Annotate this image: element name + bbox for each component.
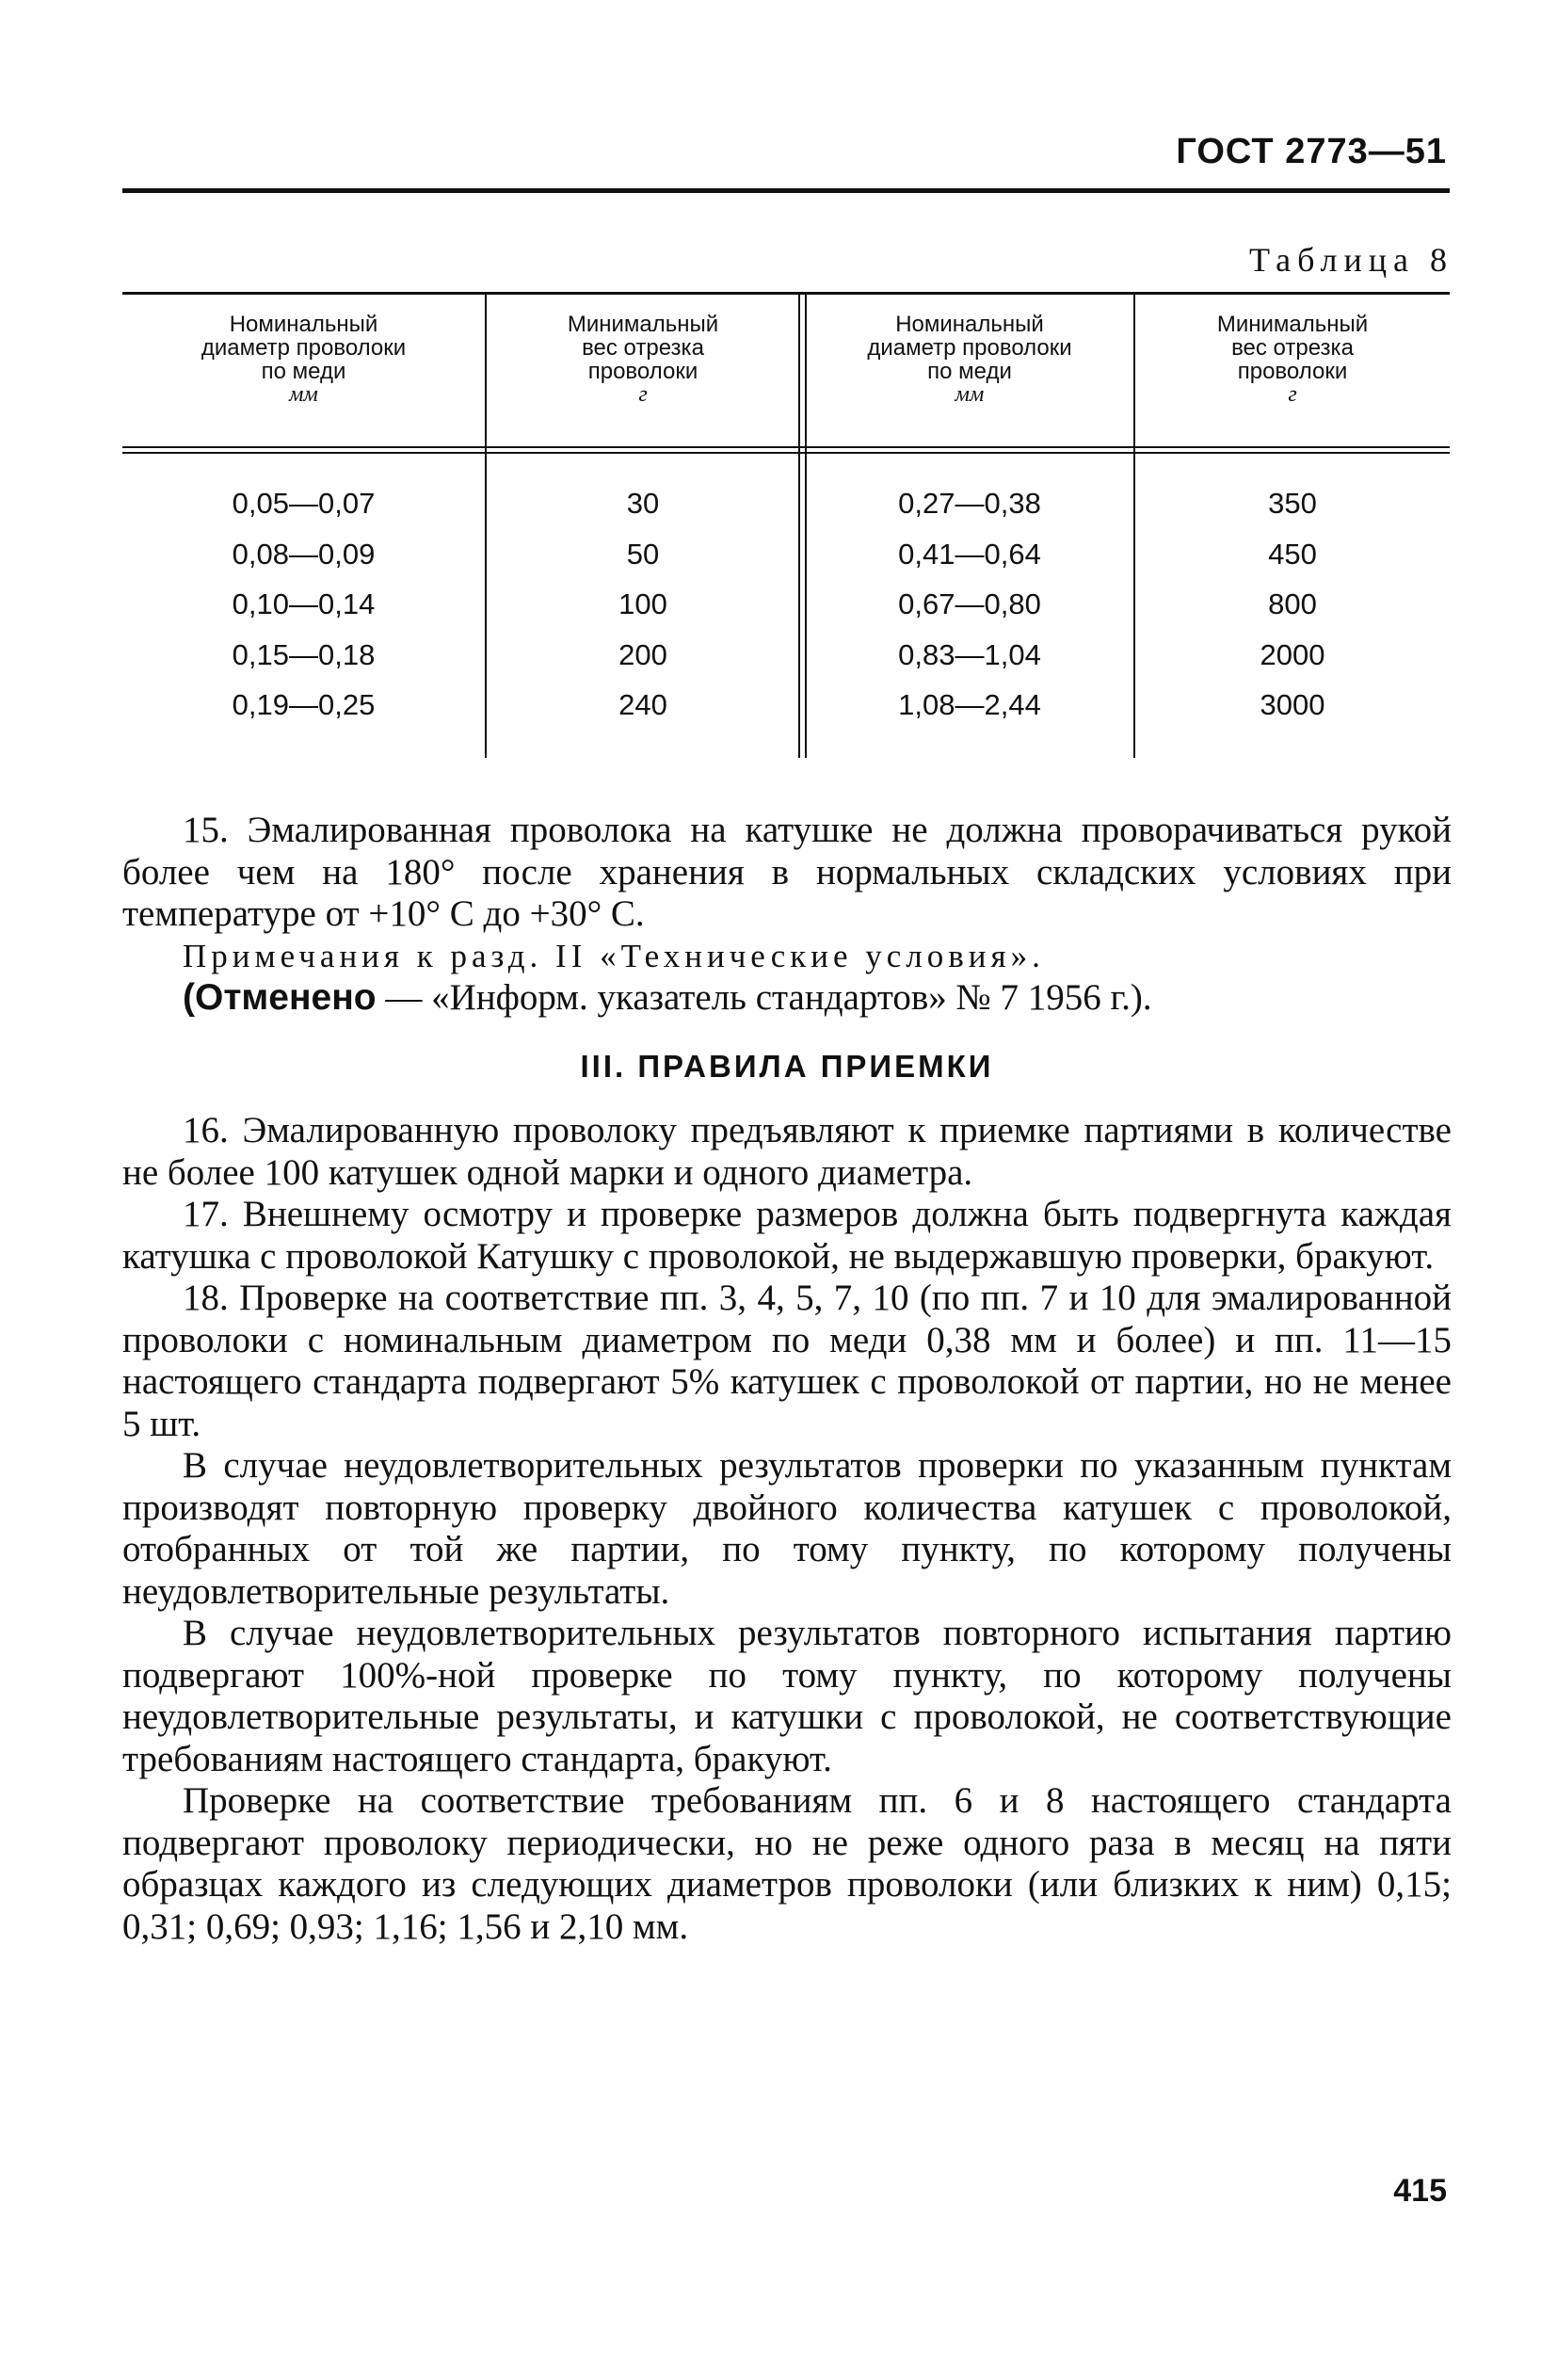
notes-cancelled [122,977,1452,1020]
table-cell: 0,83—1,04 [898,637,1041,671]
table-cell: 2000 [1260,637,1325,671]
table-cell: 0,08—0,09 [232,537,376,571]
table-cell: 30 [626,487,660,520]
table-column-diameter [122,478,485,731]
table-header-weight-2: Минимальный вес отрезка проволоки г [1216,312,1369,407]
table-cell: 800 [1268,587,1317,620]
table-label: Таблица 8 [1249,241,1453,279]
header-rule [122,188,1450,193]
notes-heading: Примечания к разд. II «Технические условия». [183,937,1045,974]
table-header-rule [122,446,1450,448]
table-header-diameter-2: Номинальный диаметр проволоки по меди мм [867,312,1072,407]
cancelled-reference: — «Информ. указатель стандартов» № 7 1956 г.). [376,977,1152,1018]
table-column-diameter-2 [806,478,1133,731]
table-col-divider [485,292,487,758]
document-body [122,810,1452,1948]
table-top-rule [122,292,1450,295]
table-cell: 240 [618,688,667,721]
table-cell: 100 [618,587,667,620]
paragraph-18-periodic-check: Проверке на соответствие требованиям пп. 6 и 8 настоящего стандарта подвергают проволоку периодически, но не реже одного раза в месяц на пяти образцах каждого из следующих диаметров проволоки (или близких к ним) 0,15; 0,31; 0,69; 0,93; 1,16; 1,56 и 2,10 мм. [122,1780,1452,1947]
paragraph-16: 16. Эмалированную проволоку предъявляют к приемке партиями в количестве не более 100 катушек одной марки и одного диаметра. [122,1110,1452,1193]
table-cell: 50 [626,537,660,571]
table-cell: 0,15—0,18 [232,637,376,671]
table-header-diameter: Номинальный диаметр проволоки по меди мм [201,312,407,407]
paragraph-18-full-check: В случае неудовлетворительных результатов повторного испытания партию подвергают 100%-ной проверке по тому пункту, по которому получены неудовлетворительные результаты, и катушки с проволокой, не соответствующие требованиям настоящего стандарта, бракуют. [122,1613,1452,1779]
table-cell: 1,08—2,44 [898,688,1041,721]
table-header-rule-2 [122,452,1450,454]
page-number: 415 [1393,2173,1447,2209]
paragraph-15: 15. Эмалированная проволока на катушке не должна проворачиваться рукой более чем на 180° после хранения в нормальных складских условиях при температуре от +10° С до +30° С. [122,810,1452,934]
paragraph-18-repeat-check: В случае неудовлетворительных результатов проверки по указанным пунктам производят повторную проверку двойного количества катушек с проволокой, отобранных от той же партии, по тому пункту, по которому получены неудовлетворительные результаты. [122,1445,1452,1612]
section-title: III. ПРАВИЛА ПРИЕМКИ [580,1048,994,1084]
table-cell: 350 [1268,487,1317,520]
table-cell: 0,27—0,38 [898,487,1041,520]
table-cell: 0,10—0,14 [232,587,376,620]
table-cell: 0,05—0,07 [232,487,376,520]
standard-header: ГОСТ 2773—51 [1176,132,1447,171]
table-column-weight [488,478,798,731]
table-cell: 3000 [1260,688,1325,721]
paragraph-18: 18. Проверке на соответствие пп. 3, 4, 5, 7, 10 (по пп. 7 и 10 для эмалированной проволоки с номинальным диаметром по меди 0,38 мм и более) и пп. 11—15 настоящего стандарта подвергают 5% катушек с проволокой от партии, но не менее 5 шт. [122,1278,1452,1444]
cancelled-label: (Отменено [183,977,377,1018]
table-column-weight-2 [1135,478,1450,731]
wire-weight-table [122,292,1450,758]
table-cell: 0,41—0,64 [898,537,1041,571]
table-cell: 200 [618,637,667,671]
table-header-weight: Минимальный вес отрезка проволоки г [567,312,719,407]
table-cell: 450 [1268,537,1317,571]
table-cell: 0,67—0,80 [898,587,1041,620]
paragraph-17: 17. Внешнему осмотру и проверке размеров должна быть подвергнута каждая катушка с проволокой Катушку с проволокой, не выдержавшую проверки, бракуют. [122,1194,1452,1277]
table-cell: 0,19—0,25 [232,688,376,721]
